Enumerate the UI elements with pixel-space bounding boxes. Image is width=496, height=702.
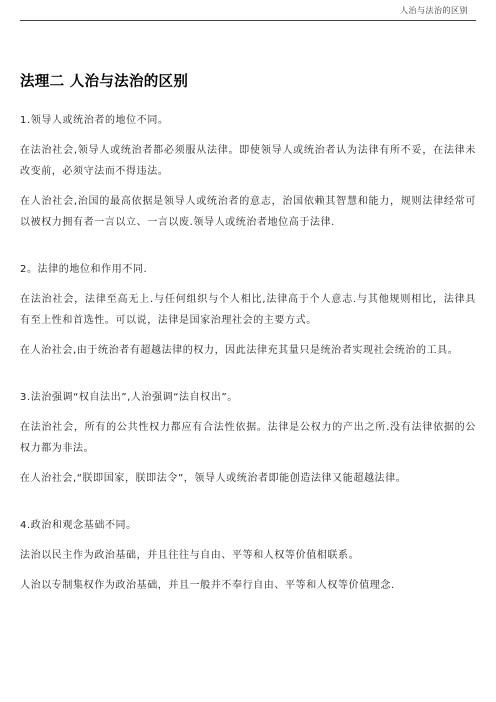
document-body [20, 110, 476, 605]
section-heading-2: 2。法律的地位和作用不同. [20, 264, 148, 275]
section-heading-4: 4.政治和观念基础不同。 [20, 520, 137, 531]
section-heading-1: 1.领导人或统治者的地位不同。 [20, 115, 169, 126]
section-1-paragraph-1: 在法治社会,领导人或统治者都必须服从法律。即使领导人或统治者认为法律有所不妥，在法律未改变前，必须守法而不得违法。 [20, 145, 476, 177]
section-2-paragraph-1: 在法治社会，法律至高无上.与任何组织与个人相比,法律高于个人意志.与其他规则相比，法律具有至上性和首选性。可以说，法律是国家治理社会的主要方式。 [20, 294, 476, 326]
page-title: 法理二 人治与法治的区别 [20, 74, 189, 90]
section-4-paragraph-2: 人治以专制集权作为政治基础，并且一般并不奉行自由、平等和人权等价值理念. [20, 580, 395, 591]
section-3-paragraph-1: 在法治社会，所有的公共性权力都应有合法性依据。法律是公权力的产出之所.没有法律依据的公权力都为非法。 [20, 422, 476, 454]
section-4-paragraph-1: 法治以民主作为政治基础，并且往往与自由、平等和人权等价值相联系。 [20, 550, 360, 561]
running-header: 人治与法治的区别 [400, 6, 468, 15]
header-rule [20, 20, 476, 21]
section-3-paragraph-2: 在人治社会,“朕即国家，朕即法令”，领导人或统治者即能创造法律又能超越法律。 [20, 473, 407, 484]
section-1-paragraph-2: 在人治社会,治国的最高依据是领导人或统治者的意志，治国依赖其智慧和能力，规则法律经常可以被权力拥有者一言以立、一言以废.领导人或统治者地位高于法律. [20, 196, 476, 228]
section-2-paragraph-2: 在人治社会,由于统治者有超越法律的权力，因此法律充其量只是统治者实现社会统治的工具。 [20, 345, 459, 356]
section-heading-3: 3.法治强调“权自法出”,人治强调“法自权出”。 [20, 392, 238, 403]
